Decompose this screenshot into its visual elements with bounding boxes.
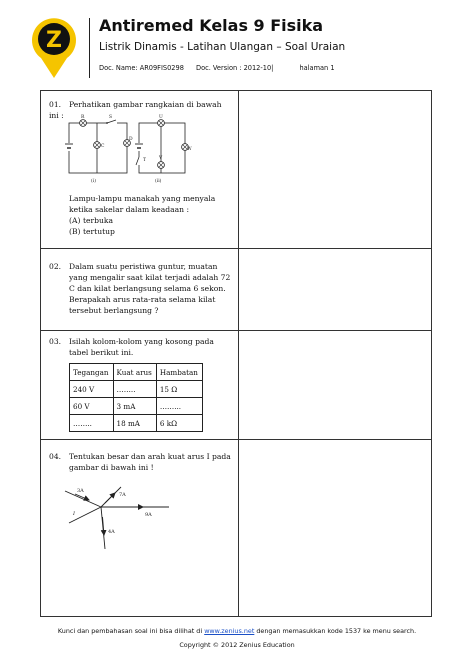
footer-text: dengan memasukkan kode 1537 ke menu search. bbox=[254, 627, 417, 635]
current-junction-diagram bbox=[61, 483, 181, 553]
question-number: 03. bbox=[49, 337, 62, 346]
table-row bbox=[70, 381, 203, 398]
zenius-logo bbox=[30, 16, 78, 80]
label-4a: 4A bbox=[108, 529, 115, 535]
row-divider bbox=[41, 248, 431, 249]
question-text: Dalam suatu peristiwa guntur, muatan yang mengalir saat kilat terjadi adalah 72 C dan kilat berlangsung selama 6 sekon. Berapakah arus rata-rata selama kilat tersebut berlangsung ? bbox=[69, 262, 231, 315]
question-4 bbox=[49, 451, 232, 473]
label-r: R bbox=[81, 115, 85, 120]
label-w: W bbox=[187, 147, 192, 152]
table-header-cell: Hambatan bbox=[156, 364, 202, 381]
column-divider bbox=[238, 91, 239, 616]
table-row bbox=[70, 415, 203, 432]
label-s: S bbox=[109, 115, 113, 120]
label-u: U bbox=[159, 115, 163, 120]
label-circuit-i: (i) bbox=[91, 179, 96, 184]
row-divider bbox=[41, 439, 431, 440]
label-t: T bbox=[143, 158, 147, 163]
table-cell: …….. bbox=[113, 381, 156, 398]
question-number: 01. bbox=[49, 100, 62, 109]
row-divider bbox=[41, 330, 431, 331]
question-grid bbox=[40, 90, 432, 617]
table-row bbox=[70, 398, 203, 415]
logo-letter: Z bbox=[46, 28, 62, 53]
question-text: Isilah kolom-kolom yang kosong pada tabel berikut ini. bbox=[69, 337, 214, 357]
option-b: (B) tertutup bbox=[69, 227, 115, 236]
question-1-body bbox=[49, 193, 232, 237]
label-v: V bbox=[159, 156, 163, 161]
table-cell: 15 Ω bbox=[156, 381, 202, 398]
table-header-row bbox=[70, 364, 203, 381]
label-c: C bbox=[101, 144, 105, 149]
table-cell: 60 V bbox=[70, 398, 114, 415]
data-table bbox=[69, 363, 203, 432]
question-number: 04. bbox=[49, 452, 62, 461]
label-7a: 7A bbox=[119, 492, 126, 498]
question-text: Tentukan besar dan arah kuat arus I pada gambar di bawah ini ! bbox=[69, 452, 231, 472]
label-3a: 3A bbox=[77, 488, 84, 494]
page-title: Antiremed Kelas 9 Fisika bbox=[99, 16, 324, 35]
doc-name: Doc. Name: AR09FIS0298 bbox=[99, 64, 184, 72]
page-subtitle: Listrik Dinamis - Latihan Ulangan – Soal Uraian bbox=[99, 41, 346, 53]
doc-version: Doc. Version : 2012-10| bbox=[196, 64, 274, 72]
table-cell: 3 mA bbox=[113, 398, 156, 415]
footer-text: Kunci dan pembahasan soal ini bisa dilihat di bbox=[57, 627, 205, 635]
question-text: Perhatikan gambar rangkaian di bawah ini : bbox=[49, 100, 222, 120]
table-cell: 240 V bbox=[70, 381, 114, 398]
question-3 bbox=[49, 336, 232, 358]
label-i: I bbox=[73, 511, 75, 517]
label-d: D bbox=[129, 137, 133, 142]
question-2 bbox=[49, 261, 232, 316]
question-prompt: Lampu-lampu manakah yang menyala ketika sakelar dalam keadaan : bbox=[69, 194, 216, 214]
footer-note bbox=[0, 627, 474, 635]
circuit-diagram bbox=[63, 113, 191, 187]
table-cell: 18 mA bbox=[113, 415, 156, 432]
zenius-link[interactable]: www.zenius.net bbox=[204, 627, 255, 635]
table-cell: 6 kΩ bbox=[156, 415, 202, 432]
table-header-cell: Kuat arus bbox=[113, 364, 156, 381]
copyright: Copyright © 2012 Zenius Education bbox=[179, 641, 295, 649]
doc-info bbox=[99, 64, 345, 72]
question-number: 02. bbox=[49, 262, 62, 271]
label-circuit-ii: (ii) bbox=[155, 179, 162, 184]
label-9a: 9A bbox=[145, 512, 152, 518]
table-header-cell: Tegangan bbox=[70, 364, 114, 381]
header-divider bbox=[89, 18, 90, 78]
table-cell: …….. bbox=[70, 415, 114, 432]
page-number: halaman 1 bbox=[299, 64, 335, 72]
table-cell: ……... bbox=[156, 398, 202, 415]
option-a: (A) terbuka bbox=[69, 216, 114, 225]
